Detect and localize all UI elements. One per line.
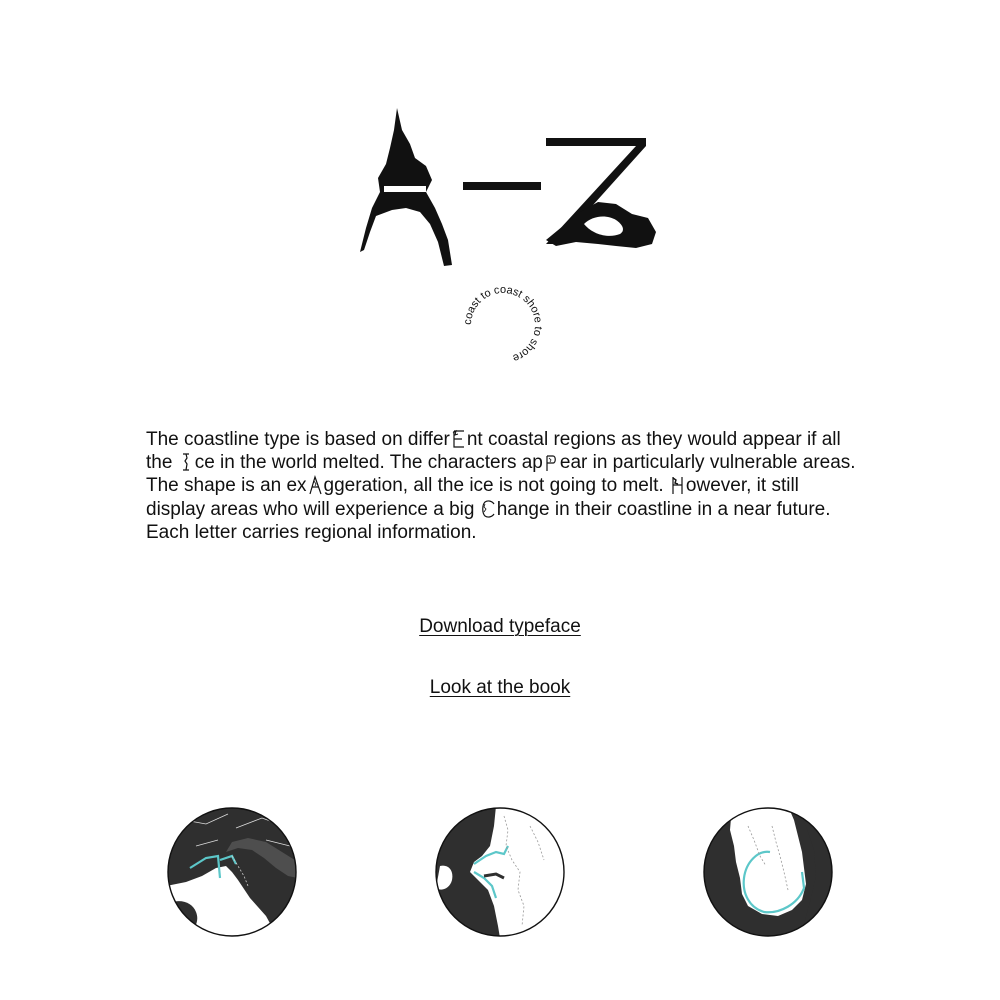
intro-text-4: ear in particularly vulnerable areas. The shape is an ex — [146, 452, 856, 497]
intro-text-1: The coastline type is based on differ — [146, 429, 450, 450]
intro-paragraph — [146, 428, 861, 544]
intro-text-5: ggeration, all the ice is not going to melt. — [323, 475, 669, 497]
coast-map-icon-1 — [166, 806, 298, 938]
intro-text-6: owever, it still display areas who will experience a big — [146, 475, 799, 520]
coast-glyph-i-icon — [179, 452, 194, 472]
circle-caption-text: coast to coast shore to shore — [461, 283, 545, 365]
intro-text-7: hange in their coastline in a near future. Each letter carries regional information. — [146, 498, 831, 543]
coast-glyph-h-icon — [670, 475, 685, 495]
hero-wordmark — [340, 100, 670, 275]
dash-icon — [463, 182, 541, 190]
coast-glyph-p-icon — [544, 452, 559, 472]
coast-map-icon-3 — [702, 806, 834, 938]
coast-glyph-a-icon — [308, 475, 323, 495]
coast-glyph-c-icon — [481, 499, 496, 519]
wordmark-a-to-z-icon — [340, 100, 670, 275]
download-typeface-link[interactable]: Download typeface — [419, 616, 581, 637]
coast-map-icon-2 — [434, 806, 566, 938]
intro-text-3: ce in the world melted. The characters ap — [194, 452, 543, 474]
circle-caption — [458, 280, 548, 370]
look-at-book-link[interactable]: Look at the book — [429, 677, 571, 698]
coast-maps-row — [0, 806, 1000, 942]
intro-text-2: nt coastal regions as they would appear if all the — [146, 429, 841, 474]
coast-glyph-e-icon — [451, 429, 466, 449]
